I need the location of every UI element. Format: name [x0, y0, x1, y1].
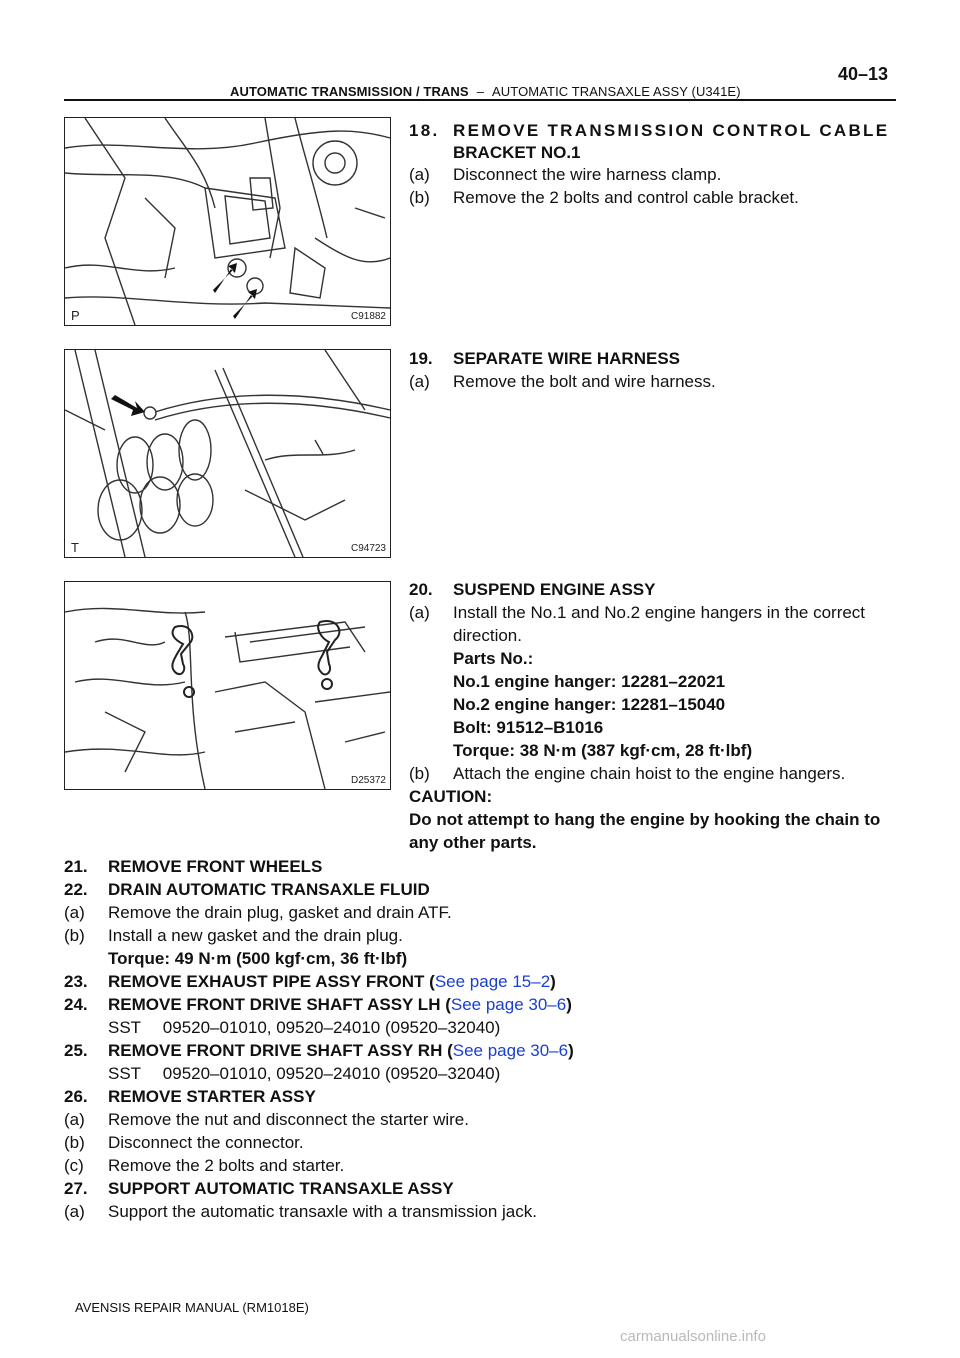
- see-page-15-2-link[interactable]: See page 15–2: [434, 972, 551, 991]
- illustration-bracket: [65, 118, 390, 325]
- parts-label: Parts No.:: [453, 649, 534, 668]
- caution-label: CAUTION:: [409, 787, 493, 806]
- page-number: 40–13: [838, 64, 889, 84]
- step-18-title: 18. REMOVE TRANSMISSION CONTROL CABLE: [409, 121, 890, 140]
- step-22b: (b) Install a new gasket and the drain plug.: [64, 926, 403, 945]
- step-23-title: 23. REMOVE EXHAUST PIPE ASSY FRONT (See page 15–2): [64, 972, 556, 991]
- figure-tag: T: [71, 540, 79, 555]
- torque-spec-22: Torque: 49 N·m (500 kgf·cm, 36 ft·lbf): [108, 949, 408, 968]
- step-27-title: 27. SUPPORT AUTOMATIC TRANSAXLE ASSY: [64, 1179, 454, 1198]
- step-22-title: 22. DRAIN AUTOMATIC TRANSAXLE FLUID: [64, 880, 430, 899]
- watermark: carmanualsonline.info: [620, 1328, 766, 1345]
- step-26a: (a) Remove the nut and disconnect the starter wire.: [64, 1110, 469, 1129]
- figure-code: D25372: [350, 775, 386, 786]
- step-22a: (a) Remove the drain plug, gasket and drain ATF.: [64, 903, 452, 922]
- torque-spec-20: Torque: 38 N·m (387 kgf·cm, 28 ft·lbf): [453, 741, 753, 760]
- step-19-title: 19. SEPARATE WIRE HARNESS: [409, 349, 681, 368]
- figure-code: C94723: [350, 543, 386, 554]
- step-20-title: 20. SUSPEND ENGINE ASSY: [409, 580, 656, 599]
- header-section: AUTOMATIC TRANSMISSION / TRANS: [230, 84, 469, 99]
- figure-wire-harness: [64, 349, 391, 558]
- step-26b: (b) Disconnect the connector.: [64, 1133, 304, 1152]
- step-26-title: 26. REMOVE STARTER ASSY: [64, 1087, 316, 1106]
- step-27a: (a) Support the automatic transaxle with a transmission jack.: [64, 1202, 537, 1221]
- figure-tag: P: [71, 308, 80, 323]
- step-18-title-cont: BRACKET NO.1: [453, 143, 581, 162]
- figure-control-cable-bracket: [64, 117, 391, 326]
- manual-footer: AVENSIS REPAIR MANUAL (RM1018E): [75, 1300, 309, 1315]
- part-no1-hanger: No.1 engine hanger: 12281–22021: [453, 672, 726, 691]
- see-page-30-6-link[interactable]: See page 30–6: [450, 995, 567, 1014]
- see-page-30-6-link[interactable]: See page 30–6: [452, 1041, 569, 1060]
- header-separator: –: [476, 84, 485, 99]
- figure-code: C91882: [350, 311, 386, 322]
- sst-24: SST 09520–01010, 09520–24010 (09520–32040): [108, 1018, 501, 1037]
- step-20a: (a) Install the No.1 and No.2 engine hangers in the correct: [409, 603, 866, 622]
- step-20a-cont: direction.: [453, 626, 522, 645]
- step-24-title: 24. REMOVE FRONT DRIVE SHAFT ASSY LH (See page 30–6): [64, 995, 572, 1014]
- caution-text: Do not attempt to hang the engine by hooking the chain to: [409, 810, 881, 829]
- step-20b: (b) Attach the engine chain hoist to the engine hangers.: [409, 764, 846, 783]
- header-subsection: AUTOMATIC TRANSAXLE ASSY (U341E): [492, 84, 741, 99]
- part-bolt: Bolt: 91512–B1016: [453, 718, 604, 737]
- step-18b: (b) Remove the 2 bolts and control cable bracket.: [409, 188, 799, 207]
- part-no2-hanger: No.2 engine hanger: 12281–15040: [453, 695, 726, 714]
- step-19a: (a) Remove the bolt and wire harness.: [409, 372, 716, 391]
- header-title: [230, 84, 741, 99]
- illustration-engine-hangers: [65, 582, 390, 789]
- sst-25: SST 09520–01010, 09520–24010 (09520–32040): [108, 1064, 501, 1083]
- illustration-wire-harness: [65, 350, 390, 557]
- step-18a: (a) Disconnect the wire harness clamp.: [409, 165, 722, 184]
- caution-text-cont: any other parts.: [409, 833, 537, 852]
- step-26c: (c) Remove the 2 bolts and starter.: [64, 1156, 345, 1175]
- figure-engine-hangers: [64, 581, 391, 790]
- header-divider: [64, 99, 896, 101]
- step-21-title: 21. REMOVE FRONT WHEELS: [64, 857, 323, 876]
- step-25-title: 25. REMOVE FRONT DRIVE SHAFT ASSY RH (See page 30–6): [64, 1041, 574, 1060]
